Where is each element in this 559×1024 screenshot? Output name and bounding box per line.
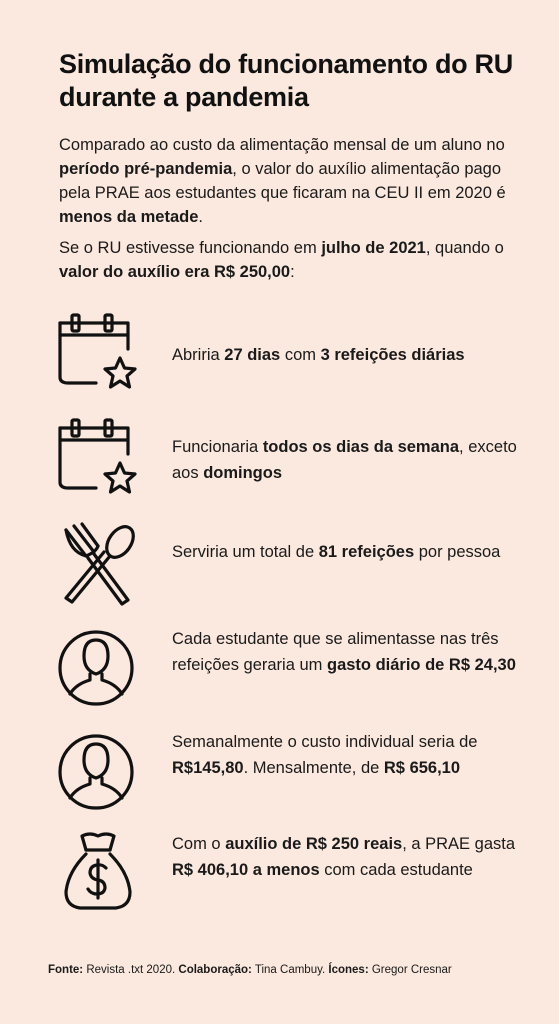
bold-part: R$ 406,10 a menos — [172, 861, 320, 879]
bold-part: todos os dias da semana — [262, 438, 460, 456]
bold-part: gasto diário de R$ 24,30 — [327, 656, 516, 674]
intro-paragraph-2 — [59, 236, 519, 284]
footer-icons-value: Gregor Cresnar — [368, 964, 452, 976]
text-part: Com o — [172, 835, 226, 853]
footer-icons-label: Ícones: — [328, 964, 369, 976]
bold-part: 81 refeições — [318, 543, 415, 561]
intro-1-text-a: Comparado ao custo da alimentação mensal de um aluno no — [59, 136, 505, 154]
text-part: com cada estudante — [319, 861, 473, 879]
bold-part: domingos — [203, 464, 283, 482]
intro-1-text-e: . — [198, 208, 203, 226]
list-item-text — [172, 831, 532, 883]
list-item-text — [172, 434, 532, 486]
intro-1-text-c: , o valor do auxílio alimentação pago pela PRAE aos estudantes que ficaram na CEU II em 2020 é — [59, 160, 506, 202]
footer-collab-value: Tina Cambuy. — [251, 964, 329, 976]
bold-part: auxílio de R$ 250 reais — [225, 835, 403, 853]
intro-paragraph-1 — [59, 133, 519, 229]
text-part: Abriria — [172, 346, 225, 364]
intro-2-bold-d: valor do auxílio era R$ 250,00 — [59, 263, 291, 281]
text-part: com — [280, 346, 321, 364]
intro-2-text-c: , quando o — [425, 239, 504, 257]
intro-2-text-a: Se o RU estivesse funcionando em — [59, 239, 322, 257]
footer-credits — [48, 962, 528, 978]
page-title: Simulação do funcionamento do RU durante a pandemia — [59, 49, 513, 112]
text-part: por pessoa — [414, 543, 501, 561]
text-part: Funcionaria — [172, 438, 263, 456]
list-item-text — [172, 626, 532, 678]
footer-collab-label: Colaboração: — [178, 964, 252, 976]
intro-2-text-e: : — [290, 263, 295, 281]
text-part: Semanalmente o custo individual seria de — [172, 733, 478, 751]
footer-source-label: Fonte: — [48, 964, 84, 976]
text-part: . Mensalmente, de — [243, 759, 384, 777]
text-part: Cada estudante que se alimentasse nas três refeições geraria um — [172, 630, 499, 674]
list-item-text — [172, 342, 532, 368]
bold-part: R$ 656,10 — [383, 759, 461, 777]
list-item-text — [172, 539, 532, 565]
list-item-text — [172, 729, 532, 781]
money-bag-icon — [52, 828, 144, 920]
calendar-star-icon — [52, 410, 144, 502]
calendar-star-icon — [52, 305, 144, 397]
footer-source-value: Revista .txt 2020. — [83, 964, 179, 976]
intro-2-bold-b: julho de 2021 — [321, 239, 426, 257]
intro-1-bold-d: menos da metade — [59, 208, 199, 226]
text-part: , a PRAE gasta — [402, 835, 516, 853]
person-avatar-icon — [52, 726, 144, 818]
intro-1-bold-b: período pré-pandemia — [59, 160, 233, 178]
text-part: Serviria um total de — [172, 543, 319, 561]
bold-part: R$145,80 — [172, 759, 244, 777]
fork-spoon-icon — [52, 522, 144, 614]
bold-part: 3 refeições diárias — [320, 346, 465, 364]
bold-part: 27 dias — [224, 346, 281, 364]
text-part: , exceto aos — [172, 438, 517, 482]
person-avatar-icon — [52, 622, 144, 714]
